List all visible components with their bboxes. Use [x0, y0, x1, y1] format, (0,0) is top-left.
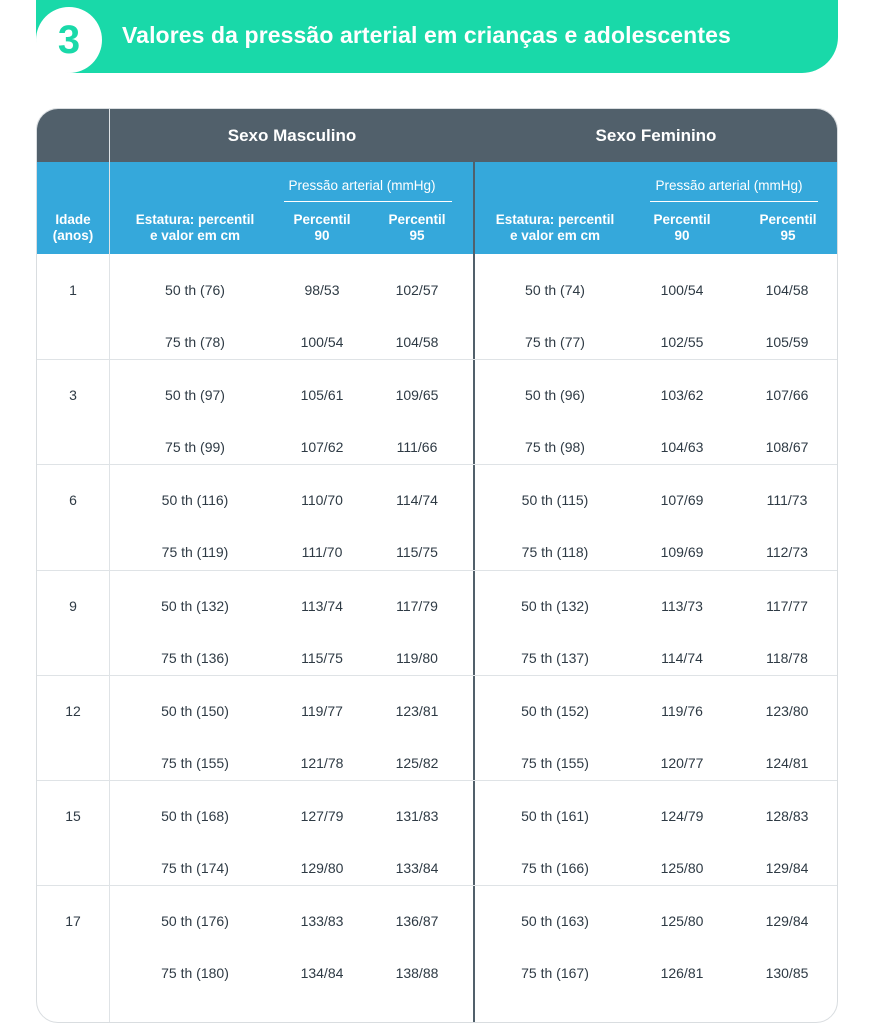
cell-p90-female: 100/54 — [660, 282, 704, 298]
cell-p90-male: 107/62 — [300, 439, 344, 456]
cell-stature-male: 50 th (132) — [161, 597, 229, 614]
cell-p90-male: 133/83 — [300, 913, 344, 930]
cell-p95-female: 111/73 — [766, 492, 808, 509]
cell-p95-female: 124/81 — [765, 754, 809, 771]
cell-p90-male: 100/54 — [300, 334, 344, 350]
column-header-age: Idade (anos) — [52, 212, 94, 243]
cell-stature-male: 50 th (116) — [161, 492, 229, 509]
cell-p95-male: 123/81 — [395, 702, 439, 719]
cell-p95-female: 129/84 — [765, 913, 809, 930]
table-grid — [37, 109, 837, 1022]
cell-p95-male: 111/66 — [396, 439, 438, 456]
cell-p95-male: 138/88 — [395, 965, 439, 982]
cell-p90-female: 120/77 — [660, 754, 704, 771]
cell-p95-male: 115/75 — [396, 544, 438, 561]
cell-p90-female: 103/62 — [660, 387, 704, 404]
section-title: Valores da pressão arterial em crianças e adolescentes — [122, 22, 731, 48]
cell-stature-male: 50 th (168) — [161, 808, 229, 824]
age-cell: 15 — [65, 808, 81, 824]
cell-p95-male: 117/79 — [396, 597, 438, 614]
cell-p95-male: 104/58 — [395, 334, 439, 350]
cell-stature-female: 50 th (132) — [521, 597, 589, 614]
column-header-p95-female: Percentil 95 — [759, 212, 817, 243]
cell-stature-male: 50 th (176) — [161, 913, 229, 930]
cell-stature-female: 75 th (167) — [521, 965, 589, 982]
cell-stature-male: 75 th (155) — [161, 754, 229, 771]
cell-p90-male: 110/70 — [301, 492, 343, 509]
pressure-underline-female — [650, 201, 818, 202]
cell-stature-female: 75 th (77) — [525, 334, 585, 350]
cell-p95-female: 118/78 — [766, 649, 808, 666]
cell-p95-male: 114/74 — [396, 492, 438, 509]
cell-p95-female: 112/73 — [766, 544, 808, 561]
row-divider — [37, 359, 837, 360]
cell-p95-male: 109/65 — [395, 387, 439, 404]
row-divider — [37, 675, 837, 676]
column-header-stature-female: Estatura: percentil e valor em cm — [495, 212, 615, 243]
cell-p95-female: 107/66 — [765, 387, 809, 404]
cell-stature-female: 75 th (155) — [521, 754, 589, 771]
cell-p90-female: 109/69 — [660, 544, 704, 561]
cell-p95-male: 102/57 — [395, 282, 439, 298]
cell-stature-female: 50 th (96) — [525, 387, 585, 404]
cell-p90-male: 121/78 — [300, 754, 344, 771]
cell-p90-female: 114/74 — [661, 649, 703, 666]
cell-p95-female: 130/85 — [765, 965, 809, 982]
cell-p95-male: 133/84 — [395, 860, 439, 876]
cell-p95-male: 136/87 — [395, 913, 439, 930]
age-cell: 9 — [69, 597, 77, 614]
age-cell: 1 — [69, 282, 77, 298]
cell-p90-male: 105/61 — [300, 387, 344, 404]
cell-stature-male: 75 th (174) — [161, 860, 229, 876]
cell-stature-male: 75 th (136) — [161, 649, 229, 666]
cell-p95-female: 108/67 — [765, 439, 809, 456]
cell-stature-male: 75 th (119) — [161, 544, 229, 561]
cell-p95-female: 105/59 — [765, 334, 809, 350]
cell-p90-male: 129/80 — [300, 860, 344, 876]
cell-p90-male: 113/74 — [301, 597, 343, 614]
cell-p90-female: 125/80 — [660, 913, 704, 930]
cell-p90-male: 127/79 — [300, 808, 344, 824]
cell-stature-male: 75 th (99) — [165, 439, 225, 456]
section-number-badge — [36, 7, 102, 73]
cell-stature-male: 50 th (76) — [165, 282, 225, 298]
cell-stature-female: 75 th (137) — [521, 649, 589, 666]
cell-p90-female: 126/81 — [660, 965, 704, 982]
cell-p90-female: 119/76 — [661, 702, 703, 719]
cell-p90-female: 113/73 — [661, 597, 703, 614]
age-cell: 12 — [65, 702, 81, 719]
cell-stature-male: 50 th (150) — [161, 702, 229, 719]
cell-p95-female: 123/80 — [765, 702, 809, 719]
cell-p90-female: 125/80 — [660, 860, 704, 876]
cell-p95-female: 129/84 — [765, 860, 809, 876]
age-cell: 17 — [65, 913, 81, 930]
row-divider — [37, 885, 837, 886]
cell-stature-male: 75 th (180) — [161, 965, 229, 982]
cell-p95-male: 131/83 — [395, 808, 439, 824]
blood-pressure-table — [36, 108, 838, 1023]
group-title-male: Sexo Masculino — [227, 126, 357, 145]
cell-p95-male: 125/82 — [395, 754, 439, 771]
cell-stature-female: 50 th (115) — [521, 492, 589, 509]
cell-stature-female: 75 th (166) — [521, 860, 589, 876]
age-cell: 3 — [69, 387, 77, 404]
cell-p90-female: 124/79 — [660, 808, 704, 824]
cell-stature-female: 50 th (161) — [521, 808, 589, 824]
cell-p90-female: 102/55 — [660, 334, 704, 350]
age-cell: 6 — [69, 492, 77, 509]
cell-p90-female: 104/63 — [660, 439, 704, 456]
column-header-p90-male: Percentil 90 — [293, 212, 351, 243]
column-header-p90-female: Percentil 90 — [653, 212, 711, 243]
cell-stature-female: 75 th (98) — [525, 439, 585, 456]
cell-p90-female: 107/69 — [660, 492, 704, 509]
cell-stature-male: 50 th (97) — [165, 387, 225, 404]
cell-p90-male: 111/70 — [301, 544, 343, 561]
cell-stature-male: 75 th (78) — [165, 334, 225, 350]
column-header-p95-male: Percentil 95 — [388, 212, 446, 243]
pressure-header-female: Pressão arterial (mmHg) — [655, 178, 803, 193]
pressure-header-male: Pressão arterial (mmHg) — [288, 178, 436, 193]
row-divider — [37, 570, 837, 571]
group-title-female: Sexo Feminino — [595, 126, 717, 145]
row-divider — [37, 464, 837, 465]
column-header-stature-male: Estatura: percentil e valor em cm — [135, 212, 255, 243]
cell-p95-female: 128/83 — [765, 808, 809, 824]
cell-p90-male: 119/77 — [301, 702, 343, 719]
cell-p90-male: 98/53 — [304, 282, 340, 298]
section-number: 3 — [57, 18, 81, 62]
cell-p90-male: 134/84 — [300, 965, 344, 982]
cell-p95-female: 117/77 — [766, 597, 808, 614]
cell-p95-male: 119/80 — [396, 649, 438, 666]
row-divider — [37, 780, 837, 781]
pressure-underline-male — [284, 201, 452, 202]
cell-stature-female: 50 th (152) — [521, 702, 589, 719]
cell-p90-male: 115/75 — [301, 649, 343, 666]
cell-stature-female: 50 th (163) — [521, 913, 589, 930]
cell-p95-female: 104/58 — [765, 282, 809, 298]
cell-stature-female: 50 th (74) — [525, 282, 585, 298]
cell-stature-female: 75 th (118) — [521, 544, 589, 561]
